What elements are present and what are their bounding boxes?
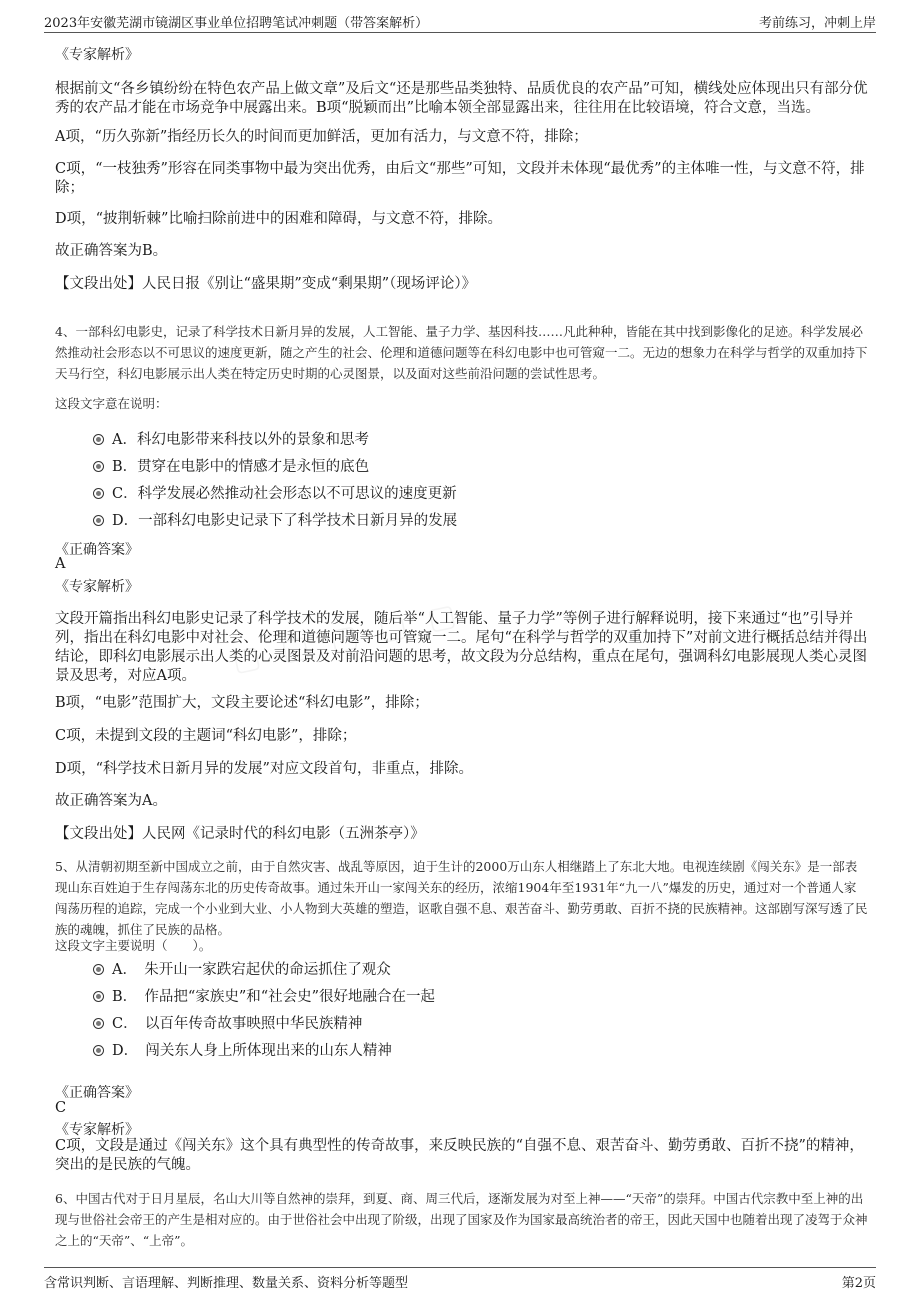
- q5-option-a[interactable]: [93, 958, 391, 979]
- page-footer: [44, 1267, 876, 1290]
- footer-topics: 含常识判断、言语理解、判断推理、数量关系、资料分析等题型: [44, 1276, 409, 1291]
- q5-stem: 这段文字主要说明（ ）。: [55, 938, 212, 953]
- q4-option-b-label: B．贯穿在电影中的情感才是永恒的底色: [112, 459, 370, 475]
- q4-correct-label: 《正确答案》: [55, 542, 139, 558]
- q3-analysis-d: D项，“披荆斩棘”比喻扫除前进中的困难和障碍，与文意不符，排除。: [55, 211, 502, 227]
- q5-option-c[interactable]: [93, 1012, 362, 1033]
- q4-option-c-label: C．科学发展必然推动社会形态以不可思议的速度更新: [112, 486, 457, 502]
- header-slogan: 考前练习，冲刺上岸: [758, 16, 876, 31]
- q6-question-text: 6、中国古代对于日月星辰，名山大川等自然神的崇拜，到夏、商、周三代后，逐渐发展为对至上神——“天帝”的崇拜。中国古代宗教中至上神的出现与世俗社会帝王的产生是相对应的。由于世俗社会中出现了阶级，出现了国家及作为国家最高统治者的帝王，因此天国中也随着出现了凌驾于众神之上的“天帝”、“上帝”。: [55, 1191, 868, 1248]
- q4-option-a-label: A．科幻电影带来科技以外的景象和思考: [112, 432, 369, 448]
- radio-icon[interactable]: [93, 1018, 104, 1029]
- q5-question-text: 5、从清朝初期至新中国成立之前，由于自然灾害、战乱等原因，迫于生计的2000万山东人相继踏上了东北大地。电视连续剧《闯关东》是一部表现山东百姓迫于生存闯荡东北的历史传奇故事。通过朱开山一家闯关东的经历，浓缩1904年至1931年“九一八”爆发的历史，通过对一个普通人家闯荡历程的追踪，完成一个小业到大业、小人物到大英雄的塑造，讴歌自强不息、艰苦奋斗、勤劳勇敢、百折不挠的民族精神。这部剧写深写透了民族的魂魄，抓住了民族的品格。: [55, 859, 868, 937]
- q5-expert-label: 《专家解析》: [55, 1122, 139, 1138]
- radio-icon[interactable]: [93, 488, 104, 499]
- radio-icon[interactable]: [93, 461, 104, 472]
- q5-option-c-label: C． 以百年传奇故事映照中华民族精神: [112, 1016, 363, 1032]
- q3-analysis-main: 根据前文“各乡镇纷纷在特色农产品上做文章”及后文“还是那些品类独特、品质优良的农产品”可知，横线处应体现出只有部分优秀的农产品才能在市场竞争中展露出来。B项“脱颖而出”比喻本领全部显露出来，往往用在比较语境，符合文意，当选。: [55, 81, 868, 116]
- radio-icon[interactable]: [93, 1045, 104, 1056]
- q3-expert-label: 《专家解析》: [55, 47, 139, 63]
- q5-answer: C: [55, 1100, 67, 1116]
- q5-option-b[interactable]: [93, 985, 435, 1006]
- radio-icon[interactable]: [93, 991, 104, 1002]
- q4-source: 【文段出处】人民网《记录时代的科幻电影（五洲茶亭）》: [55, 826, 425, 842]
- q4-option-d-label: D．一部科幻电影史记录下了科学技术日新月异的发展: [112, 513, 458, 529]
- q3-analysis-c: C项，“一枝独秀”形容在同类事物中最为突出优秀，由后文“那些”可知，文段并未体现“最优秀”的主体唯一性，与文意不符，排除；: [55, 161, 865, 196]
- q4-option-b[interactable]: [93, 455, 369, 476]
- q5-option-a-label: A． 朱开山一家跌宕起伏的命运抓住了观众: [112, 962, 391, 978]
- q4-analysis-d: D项，“科学技术日新月异的发展”对应文段首句，非重点，排除。: [55, 761, 473, 777]
- page-header: [44, 10, 876, 33]
- q4-option-c[interactable]: [93, 482, 457, 503]
- q5-option-d[interactable]: [93, 1039, 392, 1060]
- q4-option-d[interactable]: [93, 509, 457, 530]
- q3-source: 【文段出处】人民日报《别让“盛果期”变成“剩果期”（现场评论）》: [55, 276, 477, 292]
- q5-option-b-label: B． 作品把“家族史”和“社会史”很好地融合在一起: [112, 989, 436, 1005]
- page-number: 第2页: [841, 1276, 876, 1291]
- document-title: 2023年安徽芜湖市镜湖区事业单位招聘笔试冲刺题（带答案解析）: [44, 16, 429, 31]
- q4-expert-label: 《专家解析》: [55, 579, 139, 595]
- radio-icon[interactable]: [93, 434, 104, 445]
- q4-analysis-b: B项，“电影”范围扩大，文段主要论述“科幻电影”，排除；: [55, 695, 429, 711]
- q4-analysis-c: C项，未提到文段的主题词“科幻电影”，排除；: [55, 728, 357, 744]
- q5-correct-label: 《正确答案》: [55, 1085, 139, 1101]
- q4-stem: 这段文字意在说明：: [55, 396, 168, 411]
- q5-analysis: C项，文段是通过《闯关东》这个具有典型性的传奇故事，来反映民族的“自强不息、艰苦奋斗、勤劳勇敢、百折不挠”的精神，突出的是民族的气魄。: [55, 1138, 864, 1173]
- q4-analysis-main: 文段开篇指出科幻电影史记录了科学技术的发展，随后举“人工智能、量子力学”等例子进行解释说明，接下来通过“也”引导并列，指出在科幻电影中对社会、伦理和道德问题等也可管窥一二。尾句“在科学与哲学的双重加持下”对前文进行概括总结并得出结论，即科幻电影展示出人类的心灵图景及对前沿问题的思考，故文段为分总结构，重点在尾句，强调科幻电影展现人类心灵图景及思考，对应A项。: [55, 611, 868, 684]
- radio-icon[interactable]: [93, 515, 104, 526]
- radio-icon[interactable]: [93, 964, 104, 975]
- q4-question-text: 4、一部科幻电影史，记录了科学技术日新月异的发展，人工智能、量子力学、基因科技……凡此种种，皆能在其中找到影像化的足迹。科学发展必然推动社会形态以不可思议的速度更新，随之产生的社会、伦理和道德问题等在科幻电影中也可管窥一二。无边的想象力在科学与哲学的双重加持下天马行空，科幻电影展示出人类在特定历史时期的心灵图景，以及面对这些前沿问题的尝试性思考。: [55, 324, 868, 381]
- q5-option-d-label: D． 闯关东人身上所体现出来的山东人精神: [112, 1043, 392, 1059]
- q4-option-a[interactable]: [93, 428, 369, 449]
- q4-answer: A: [55, 556, 66, 572]
- q3-analysis-a: A项，“历久弥新”指经历长久的时间而更加鲜活，更加有活力，与文意不符，排除；: [55, 129, 588, 145]
- q3-conclusion: 故正确答案为B。: [55, 243, 168, 259]
- q4-conclusion: 故正确答案为A。: [55, 793, 167, 809]
